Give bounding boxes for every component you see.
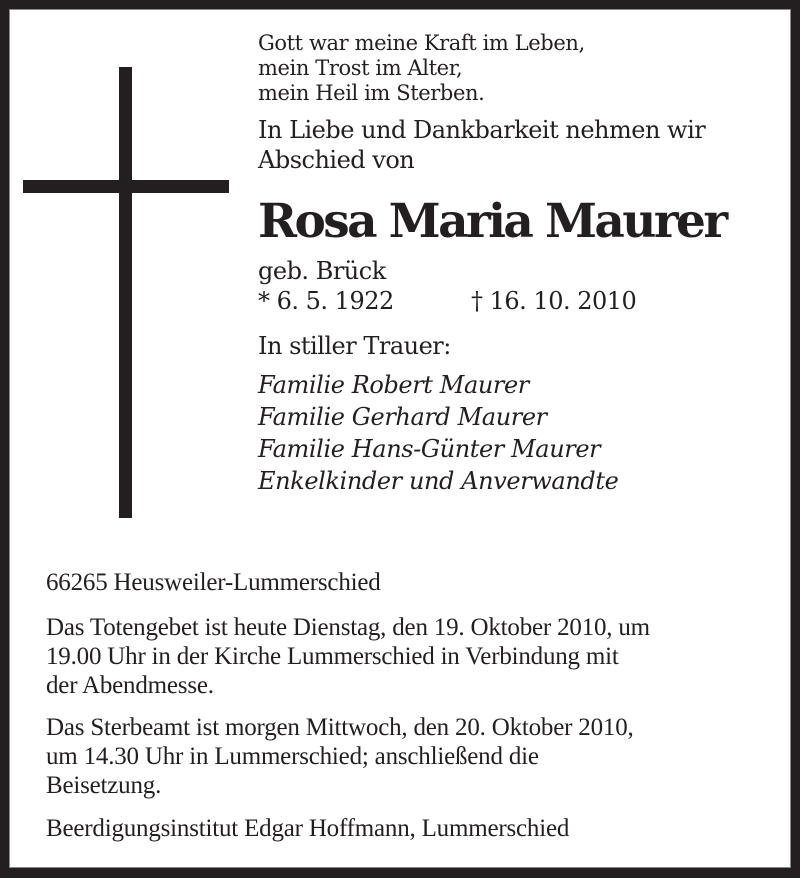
mourner: Familie Robert Maurer <box>258 371 529 399</box>
mourner: Familie Hans-Günter Maurer <box>258 435 601 463</box>
mourning-label: In stiller Trauer: <box>258 332 451 360</box>
cross-icon-crossbar <box>23 180 229 193</box>
cross-icon <box>119 67 132 518</box>
intro-line: Abschied von <box>258 146 415 174</box>
mourner: Familie Gerhard Maurer <box>258 403 547 431</box>
mourners-list <box>258 369 778 497</box>
mourner: Enkelkinder und Anverwandte <box>258 467 619 495</box>
prayer-line: Das Totengebet ist heute Dienstag, den 19. Oktober 2010, um <box>46 614 650 641</box>
service-details <box>46 568 776 844</box>
obituary-main <box>258 31 778 497</box>
funeral-line: Beisetzung. <box>46 772 162 799</box>
prayer-line: 19.00 Uhr in der Kirche Lummerschied in Verbindung mit <box>46 643 619 670</box>
motto-verse <box>258 31 778 106</box>
intro-line: In Liebe und Dankbarkeit nehmen wir <box>258 116 706 144</box>
undertaker: Beerdigungsinstitut Edgar Hoffmann, Lummerschied <box>46 815 570 842</box>
obituary-card <box>9 9 791 868</box>
funeral-line: Das Sterbeamt ist morgen Mittwoch, den 20. Oktober 2010, <box>46 714 634 741</box>
life-dates <box>258 286 778 317</box>
prayer-announcement <box>46 613 776 700</box>
deceased-name: Rosa Maria Maurer <box>258 194 726 249</box>
funeral-announcement <box>46 713 776 800</box>
birth-date: * 6. 5. 1922 <box>258 287 394 315</box>
motto-line: mein Heil im Sterben. <box>258 81 485 105</box>
prayer-line: der Abendmesse. <box>46 672 214 699</box>
intro-text <box>258 115 778 175</box>
place: 66265 Heusweiler-Lummerschied <box>46 569 381 596</box>
death-date: † 16. 10. 2010 <box>471 287 637 315</box>
motto-line: mein Trost im Alter, <box>258 56 463 80</box>
birth-name: geb. Brück <box>258 257 386 285</box>
motto-line: Gott war meine Kraft im Leben, <box>258 31 585 55</box>
funeral-line: um 14.30 Uhr in Lummerschied; anschließend die <box>46 743 539 770</box>
